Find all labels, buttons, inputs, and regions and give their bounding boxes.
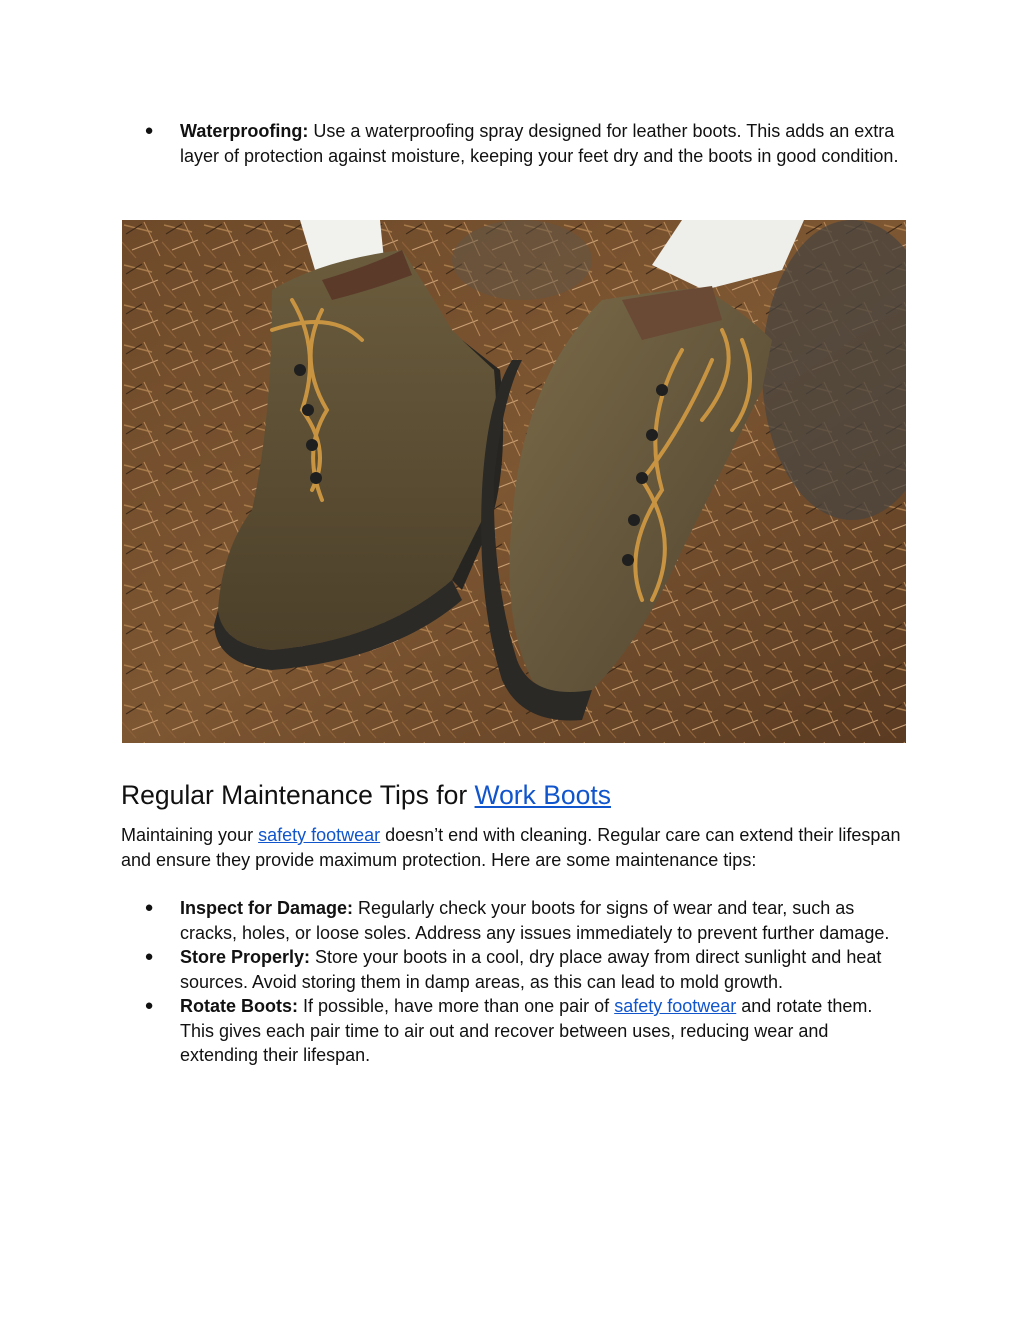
waterproofing-list <box>121 119 906 168</box>
item-text-before: If possible, have more than one pair of <box>298 996 615 1016</box>
bullet-icon: ● <box>144 948 154 965</box>
boots-photo <box>122 220 906 743</box>
section-heading <box>121 778 611 812</box>
item-text: Regularly check your boots for signs of wear and tear, such as cracks, holes, or loose soles. Address any issues immediately to prevent further damage. <box>180 898 890 943</box>
item-term: Rotate Boots: <box>180 996 298 1016</box>
bullet-icon: ● <box>144 997 154 1014</box>
list-item <box>121 119 906 168</box>
item-term: Waterproofing: <box>180 121 309 141</box>
item-term: Store Properly: <box>180 947 311 967</box>
bullet-icon: ● <box>144 899 154 916</box>
intro-text-after: doesn’t end with cleaning. Regular care can extend their lifespan and ensure they provide maximum protection. Here are some maintenance tips: <box>121 825 901 870</box>
safety-footwear-link[interactable]: safety footwear <box>258 825 381 845</box>
heading-text: Regular Maintenance Tips for <box>121 780 475 810</box>
item-text: Use a waterproofing spray designed for leather boots. This adds an extra layer of protection against moisture, keeping your feet dry and the boots in good condition. <box>180 121 899 166</box>
bullet-icon: ● <box>144 122 154 139</box>
item-term: Inspect for Damage: <box>180 898 354 918</box>
item-text-after: and rotate them. This gives each pair time to air out and recover between uses, reducing wear and extending their lifespan. <box>180 996 873 1065</box>
list-item <box>121 994 906 1068</box>
work-boots-link[interactable]: Work Boots <box>474 780 612 810</box>
intro-text-before: Maintaining your <box>121 825 259 845</box>
maintenance-tips-list <box>121 896 906 1068</box>
intro-paragraph <box>121 823 906 872</box>
item-text: Store your boots in a cool, dry place away from direct sunlight and heat sources. Avoid storing them in damp areas, as this can lead to mold growth. <box>180 947 882 992</box>
list-item <box>121 945 906 994</box>
list-item <box>121 896 906 945</box>
safety-footwear-link[interactable]: safety footwear <box>614 996 737 1016</box>
